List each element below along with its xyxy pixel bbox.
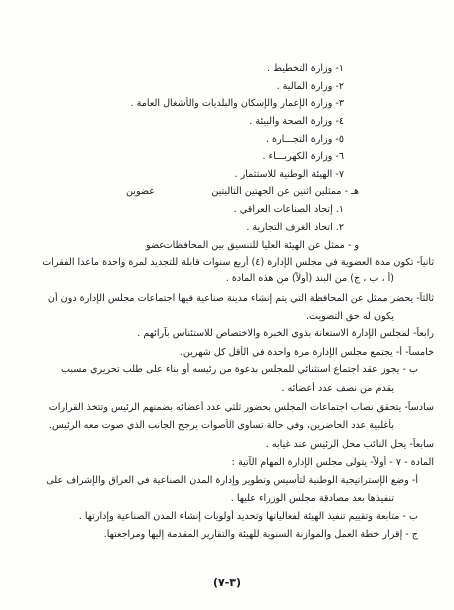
text-line-7: ٧- الهيئة الوطنية للاستثمار . (234, 169, 344, 180)
text-line-2: ٢- وزارة المالية . (276, 81, 344, 92)
text-line-26: ب - متابعة وتقييم تنفيذ الهيئة لفعالياتها وتحديد أولويات إنشاء المدن الصناعية وإدارتها . (78, 511, 418, 522)
text-line-18: ب - يجوز عقد اجتماع استثنائي للمجلس بدعوة من رئيسه أو بناء على طلب تحريري مسبب (60, 364, 418, 375)
text-line-12: ثانياً- تكون مدة العضوية في مجلس الإدارة (٤) أربع سنوات قابلة للتجديد لمرة واحدة ماعدا الفقرات (42, 257, 434, 268)
text-line-8: هـ - ممثلين اثنين عن الجهتين التاليتين (211, 186, 359, 197)
text-line-24: أ- وضع الإستراتيجية الوطنية لتأسيس وتطوير وإدارة المدن الصناعية في العراق والإشراف على (46, 475, 418, 486)
text-line-20: سادساً- يتحقق نصاب اجتماعات المجلس بحضور ثلثي عدد أعضائه بضمنهم الرئيس وتتخذ القرارات (48, 402, 434, 413)
text-line-16: رابعاً- لمجلس الإدارة الاستعانة بذوي الخبرة والاختصاص للاستئناس بآرائهم . (137, 328, 434, 339)
text-line-14: ثالثاً- يحضر ممثل عن المحافظة التي يتم إنشاء مدينة صناعية فيها اجتماعات مجلس الإدارة دون أن (47, 293, 434, 304)
text-line-19: يقدم من نصف عدد أعضائه . (281, 383, 394, 394)
text-line-9: ١. إتحاد الصناعات العراقي . (233, 204, 344, 215)
text-line-25: تنفيذها بعد مصادقة مجلس الوزراء عليها . (230, 493, 394, 504)
text-line-17: خامساً- أ- يجتمع مجلس الإدارة مرة واحدة في الأقل كل شهرين. (179, 347, 434, 358)
text-line-5: ٥- وزارة التجـــارة . (265, 134, 344, 145)
text-line-6: ٦- وزارة الكهربـــاء . (262, 151, 344, 162)
text-line-23: المادة - ٧ - أولاً- يتولى مجلس الإدارة المهام الآتية : (231, 457, 434, 468)
text-line-27: ج - إقرار خطة العمل والموازنة السنوية للهيئة والتقارير المقدمة إليها ومراجعتها. (103, 529, 418, 540)
text-line-11: و - ممثل عن الهيئة العليا للتنسيق بين المحافظات (163, 240, 359, 251)
side-note-member: عضو (146, 240, 166, 251)
page-number: (٣-٧) (212, 576, 242, 589)
text-line-10: ٢. اتحاد الغرف التجارية . (246, 222, 344, 233)
text-line-21: بأغلبية عدد الحاضرين، وفي حالة تساوي الأصوات يرجح الجانب الذي صوت معه الرئيس. (48, 420, 394, 431)
text-line-22: سابعاً- يحل النائب محل الرئيس عند غيابه . (265, 439, 434, 450)
text-line-3: ٣- وزارة الإعمار والإسكان والبلديات والأشغال العامة . (130, 98, 344, 109)
text-line-4: ٤- وزارة الصحة والبيئة . (249, 116, 344, 127)
text-line-15: يكون له حق التصويت. (305, 311, 394, 322)
side-note-members: عضوين (126, 186, 155, 197)
text-line-1: ١- وزارة التخطيط . (267, 63, 344, 74)
text-line-13: (أ ، ب ، ج) من البند (أولاً) من هذه المادة . (225, 273, 394, 284)
